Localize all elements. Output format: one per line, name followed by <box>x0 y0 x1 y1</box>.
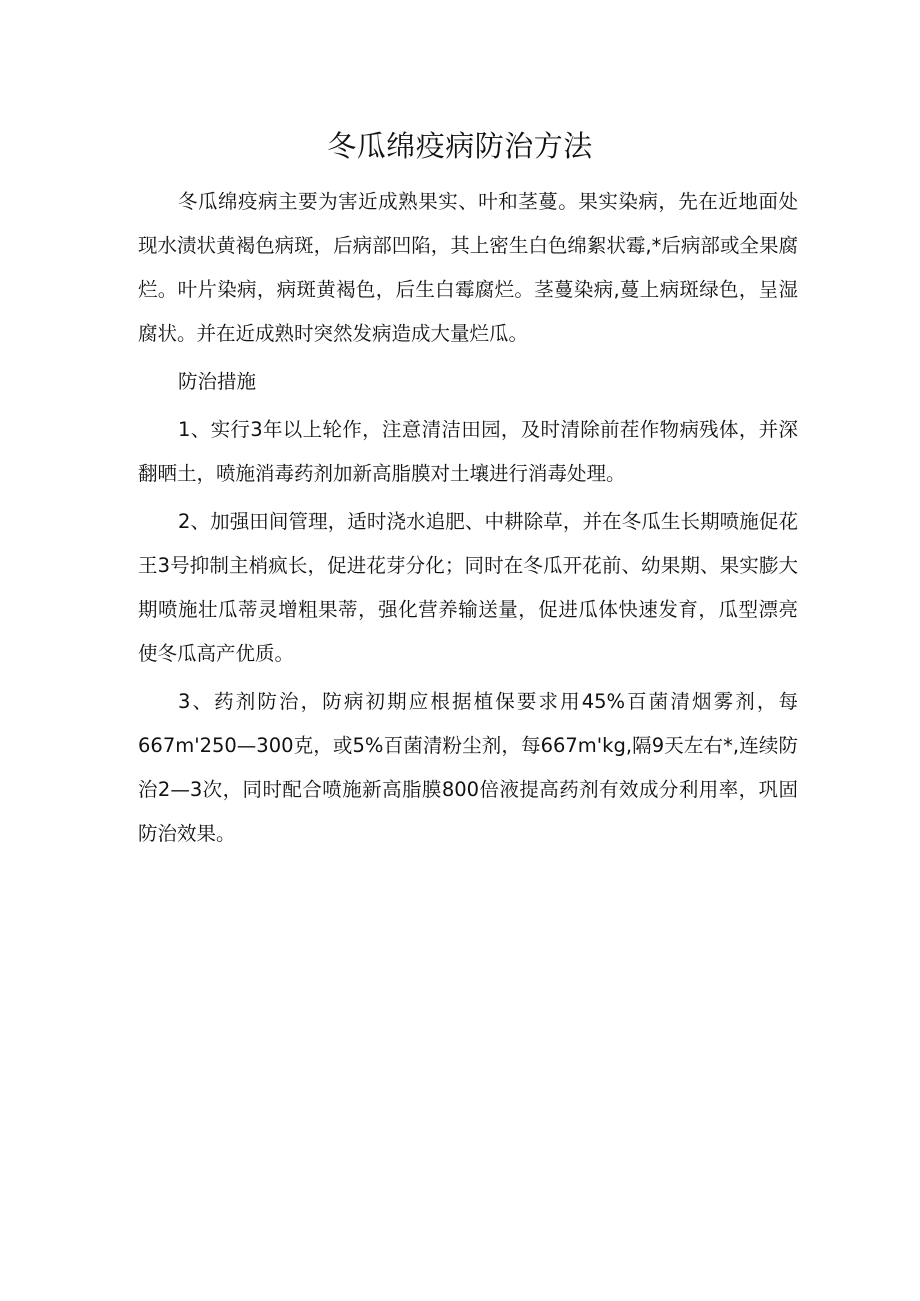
measure-paragraph-3: 3、药剂防治，防病初期应根据植保要求用45%百菌清烟雾剂，每667m'250—300克，或5%百菌清粉尘剂，每667m'kg,隔9天左右*,连续防治2—3次，同时配合喷施新高脂膜800倍液提高药剂有效成分利用率，巩固防治效果。 <box>138 690 798 845</box>
measure-paragraph-1: 1、实行3年以上轮作，注意清洁田园，及时清除前茬作物病残体，并深翻晒土，喷施消毒药剂加新高脂膜对土壤进行消毒处理。 <box>138 418 798 485</box>
intro-paragraph: 冬瓜绵疫病主要为害近成熟果实、叶和茎蔓。果实染病，先在近地面处现水渍状黄褐色病斑，后病部凹陷，其上密生白色绵絮状霉,*后病部或全果腐烂。叶片染病，病斑黄褐色，后生白霉腐烂。茎蔓染病,蔓上病斑绿色，呈湿腐状。并在近成熟时突然发病造成大量烂瓜。 <box>138 190 798 345</box>
document-title: 冬瓜绵疫病防治方法 <box>327 129 593 163</box>
section-heading: 防治措施 <box>178 370 257 393</box>
measure-paragraph-2: 2、加强田间管理，适时浇水追肥、中耕除草，并在冬瓜生长期喷施促花王3号抑制主梢疯长，促进花芽分化；同时在冬瓜开花前、幼果期、果实膨大期喷施壮瓜蒂灵增粗果蒂，强化营养输送量，促进瓜体快速发育，瓜型漂亮使冬瓜高产优质。 <box>138 510 798 665</box>
document-body <box>138 180 798 856</box>
